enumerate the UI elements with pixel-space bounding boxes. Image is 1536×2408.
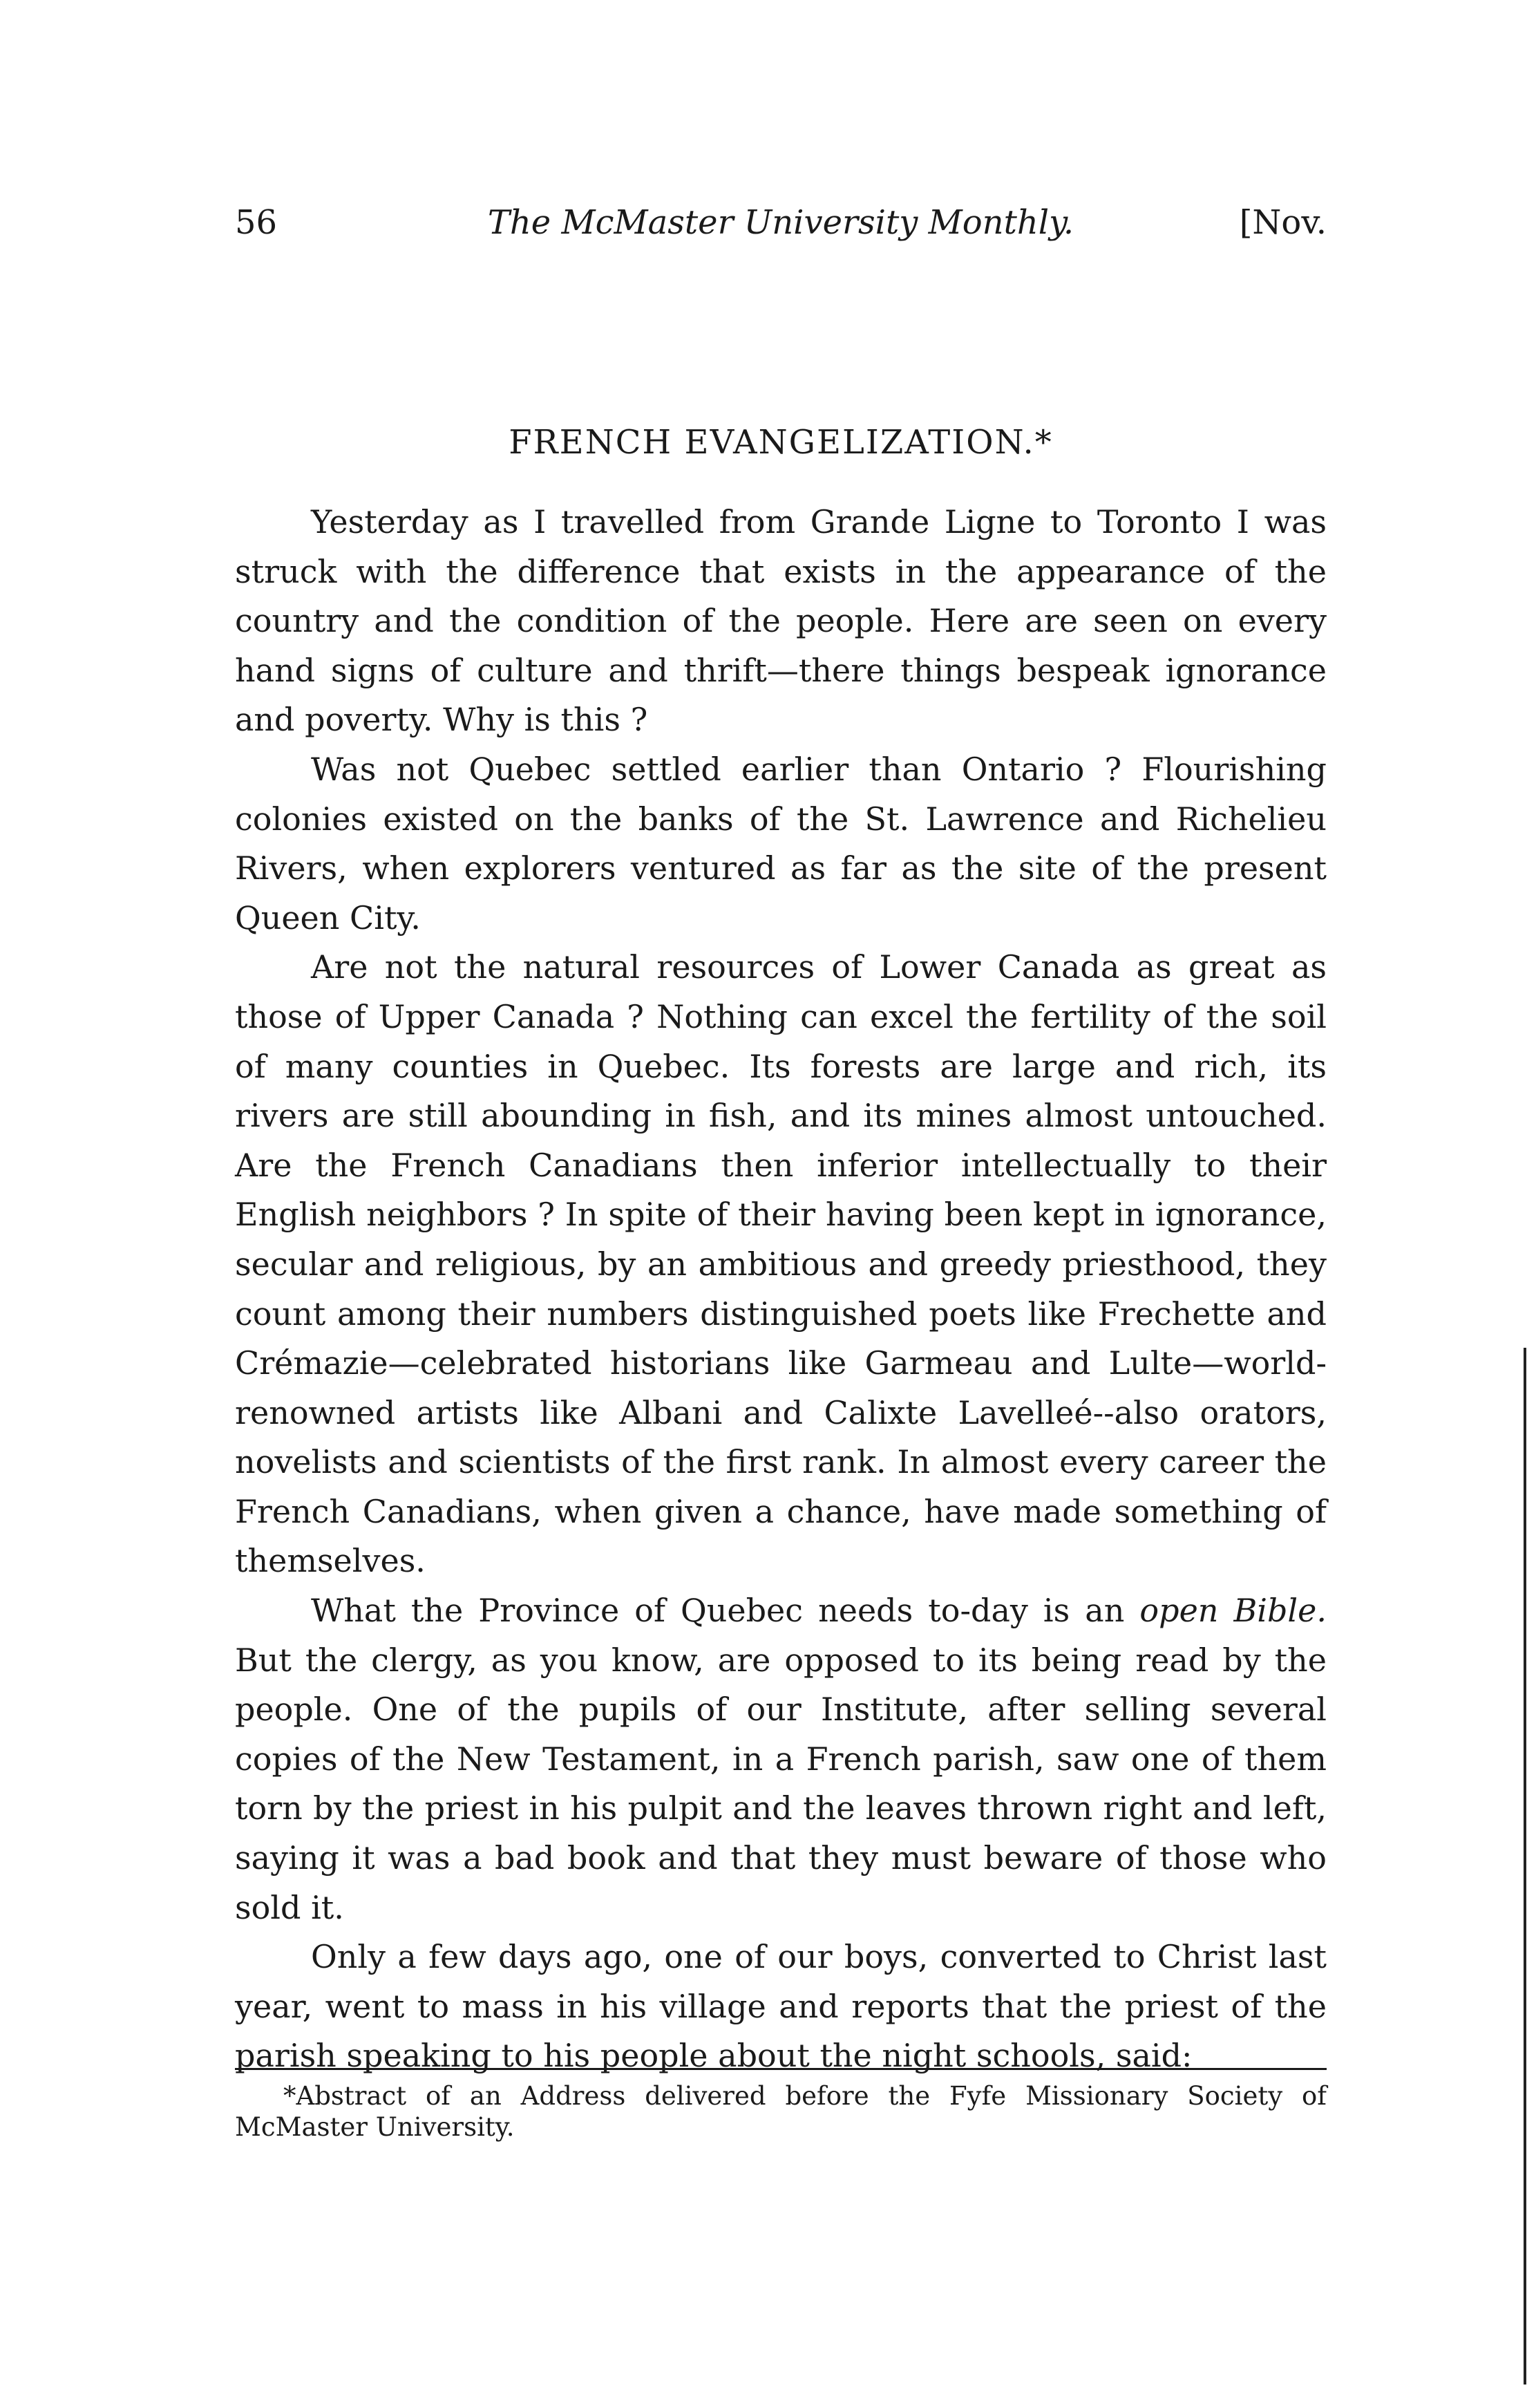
footnote: *Abstract of an Address delivered before the Fyfe Missionary Society of McMaster University. — [235, 2081, 1327, 2142]
text-run: Are not the natural resources of Lower Canada as great as those of Upper Canada ? Nothing can excel the fertility of the soil of many counties in Quebec. Its forests are large and rich, its rivers are still abounding in fish, and its mines almost untouched. Are the French Canadians then inferior intellectually to their English neighbors ? In spite of their having been kept in ignorance, secular and religious, by an ambitious and greedy priesthood, they count among their numbers distinguished poets like Frechette and Crémazie—celebrated historians like Garmeau and Lulte—world-renowned artists like Albani and Calixte Lavelleé--also orators, novelists and scientists of the first rank. In almost every career the French Canadians, when given a chance, have made something of themselves. — [235, 948, 1327, 1580]
running-head — [235, 195, 1327, 250]
text-run: Only a few days ago, one of our boys, converted to Christ last year, went to mass in his village and reports that the priest of the parish speaking to his people about the night schools, said: — [235, 1938, 1327, 2075]
paragraph — [235, 1586, 1327, 1932]
footnote-rule — [235, 2068, 1327, 2070]
page-number: 56 — [235, 203, 278, 242]
article-body — [235, 498, 1327, 2081]
text-run: Was not Quebec settled earlier than Ontario ? Flourishing colonies existed on the banks of the St. Lawrence and Richelieu Rivers, when explorers ventured as far as the site of the present Queen City. — [235, 750, 1327, 937]
text-run: But the clergy, as you know, are opposed to its being read by the people. One of the pupils of our Institute, after selling several copies of the New Testament, in a French parish, saw one of them torn by the priest in his pulpit and the leaves thrown right and left, saying it was a bad book and that they must beware of those who sold it. — [235, 1641, 1327, 1926]
issue-month: [Nov. — [1239, 203, 1327, 242]
text-run: What the Province of Quebec needs to-day is an — [311, 1592, 1140, 1630]
italic-text: open Bible. — [1139, 1592, 1327, 1630]
text-run: Yesterday as I travelled from Grande Ligne to Toronto I was struck with the difference that exists in the appearance of the country and the condition of the people. Here are seen on every hand signs of culture and thrift—there things bespeak ignorance and poverty. Why is this ? — [235, 503, 1327, 739]
paragraph — [235, 745, 1327, 943]
paragraph — [235, 943, 1327, 1586]
paragraph — [235, 1932, 1327, 2081]
journal-title: The McMaster University Monthly. — [487, 203, 1074, 242]
scan-edge-line — [1524, 1348, 1526, 2385]
article-title: FRENCH EVANGELIZATION.* — [509, 423, 1053, 462]
paragraph — [235, 498, 1327, 745]
